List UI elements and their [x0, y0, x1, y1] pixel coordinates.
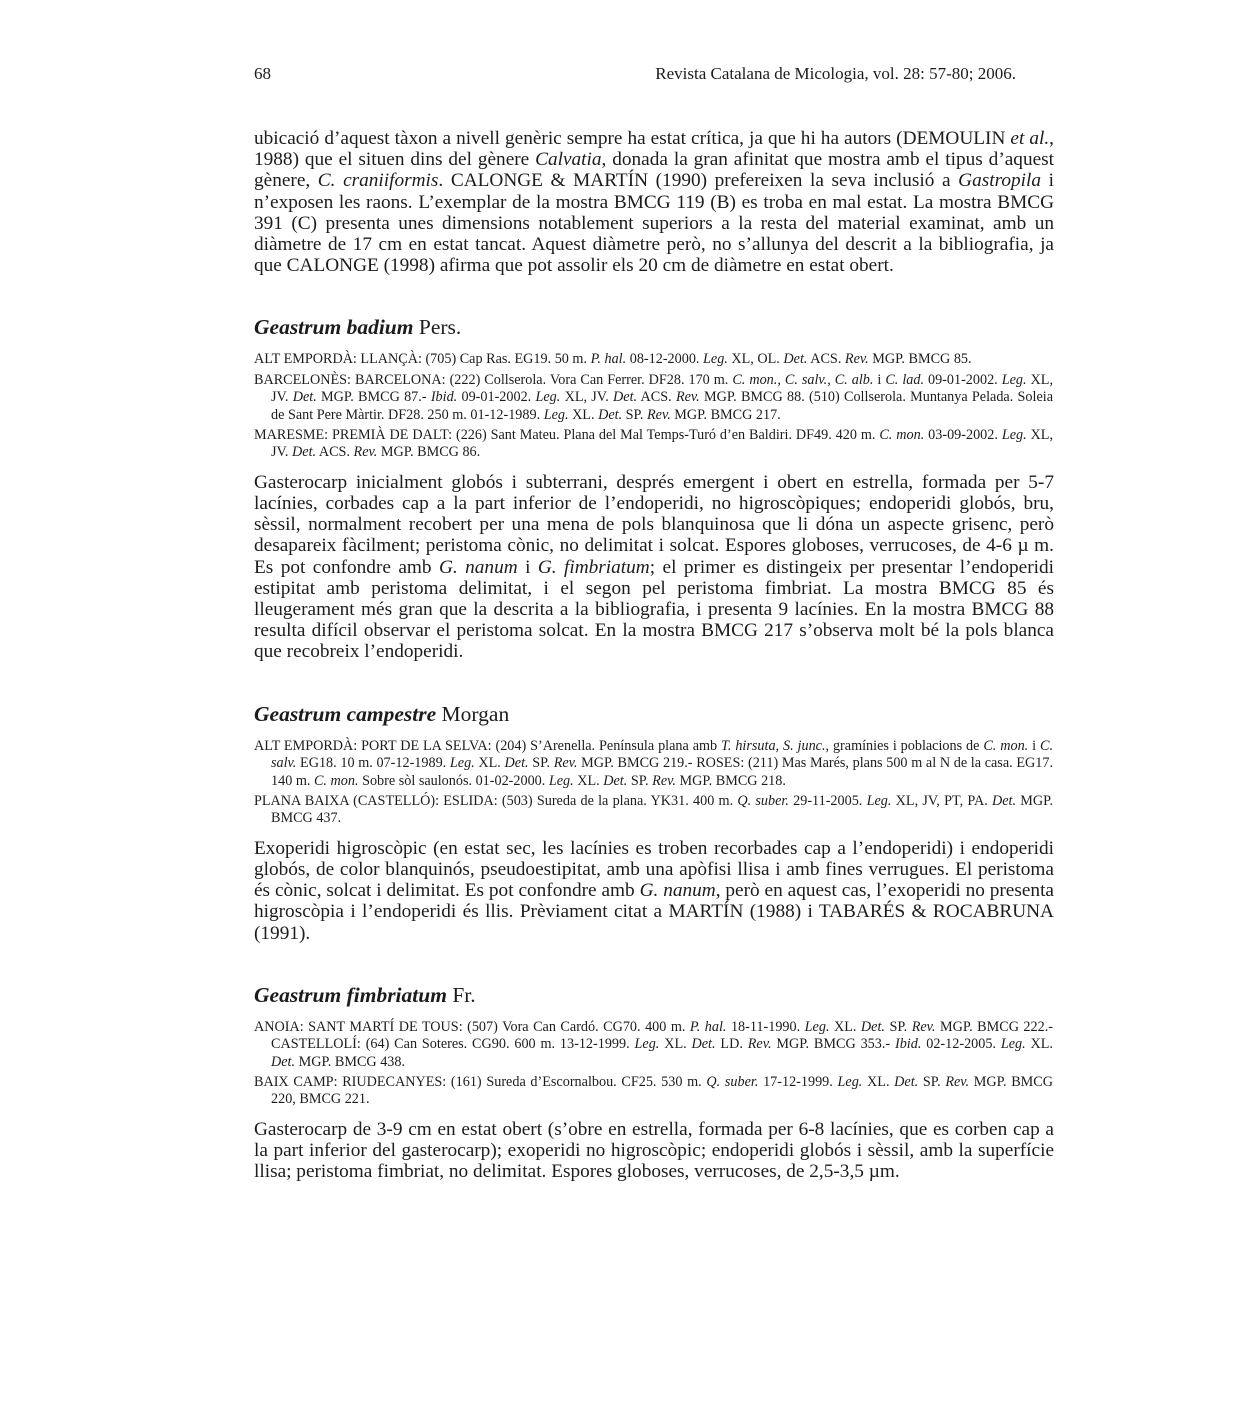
record-entry: ALT EMPORDÀ: LLANÇÀ: (705) Cap Ras. EG19. 50 m. P. hal. 08-12-2000. Leg. XL, OL. Det. ACS. Rev. MGP. BMCG 85.	[254, 351, 972, 368]
page-header	[254, 64, 1016, 86]
text-run-italic: C. craniiformis	[317, 170, 439, 192]
record-entry: BAIX CAMP: RIUDECANYES: (161) Sureda d’Escornalbou. CF25. 530 m. Q. suber. 17-12-1999. Leg. XL. Det. SP. Rev. MGP. BMCG 220, BMCG 221.	[254, 1073, 1053, 1108]
text-run: , donada la gran afinitat que mostra amb el tipus d’aquest gènere,	[254, 149, 1055, 192]
article-body	[254, 128, 1054, 1182]
running-title: Revista Catalana de Micologia, vol. 28: 57-80; 2006.	[655, 64, 1016, 83]
species-name: Geastrum badium	[254, 315, 414, 340]
species-name: Geastrum fimbriatum	[254, 982, 447, 1007]
intro-paragraph	[254, 128, 1054, 276]
record-entry: BARCELONÈS: BARCELONA: (222) Collserola. Vora Can Ferrer. DF28. 170 m. C. mon., C. salv., C. alb. i C. lad. 09-01-2002. Leg. XL, JV. Det. MGP. BMCG 87.- Ibid. 09-01-2002. Leg. XL, JV. Det. ACS. Rev. MGP. BMCG 88. (510) Collserola. Muntanya Pelada. Soleia de Sant Pere Màrtir. DF28. 250 m. 01-12-1989. Leg. XL. Det. SP. Rev. MGP. BMCG 217.	[254, 371, 1053, 423]
description-campestre: Exoperidi higroscòpic (en estat sec, les lacínies es troben recorbades cap a l’endoperidi) i endoperidi globós, de color blanquinós, pseudoestipitat, amb una apòfisi llisa i amb fines verrugues. El peristoma és cònic, solcat i delimitat. Es pot confondre amb G. nanum, però en aquest cas, l’exoperidi no presenta higroscòpia i l’endoperidi és llis. Prèviament citat a MARTÍN (1988) i TABARÉS & ROCABRUNA (1991).	[254, 837, 1054, 944]
species-author: Fr.	[446, 982, 476, 1007]
text-run: i n’exposen les raons. L’exemplar de la mostra BMCG 119 (B) es troba en mal estat. La mostra BMCG 391 (C) presenta unes dimensions notablement superiors a la resta del material examinat, amb un diàmetre de 17 cm en estat tancat. Aquest diàmetre però, no s’allunya del descrit a la bibliografia, ja que CALONGE (1998) afirma que pot assolir els 20 cm de diàmetre en estat obert.	[254, 170, 1054, 277]
species-author: Morgan	[436, 701, 510, 726]
records-campestre	[254, 738, 1054, 828]
records-fimbriatum	[254, 1019, 1054, 1109]
text-run: ubicació d’aquest tàxon a nivell genèric sempre ha estat crítica, ja que hi ha autors (DEMOULIN	[254, 128, 1011, 149]
species-name: Geastrum campestre	[254, 701, 437, 726]
species-heading-badium	[254, 314, 1054, 340]
species-heading-fimbriatum	[254, 982, 1054, 1008]
text-run-italic: Gastropila	[958, 170, 1042, 192]
record-entry: MARESME: PREMIÀ DE DALT: (226) Sant Mateu. Plana del Mal Temps-Turó d’en Baldiri. DF49. 420 m. C. mon. 03-09-2002. Leg. XL, JV. Det. ACS. Rev. MGP. BMCG 86.	[254, 427, 1054, 461]
record-entry: PLANA BAIXA (CASTELLÓ): ESLIDA: (503) Sureda de la plana. YK31. 400 m. Q. suber. 29-11-2005. Leg. XL, JV, PT, PA. Det. MGP. BMCG 437.	[254, 792, 1053, 827]
species-heading-campestre	[254, 701, 1054, 727]
text-run-italic: Calvatia	[535, 149, 602, 171]
description-fimbriatum: Gasterocarp de 3-9 cm en estat obert (s’obre en estrella, formada per 6-8 lacínies, que es corben cap a la part inferior del gasterocarp); exoperidi no higroscòpic; endoperidi globós i sèssil, amb la superfície llisa; peristoma fimbriat, no delimitat. Espores globoses, verrucoses, de 2,5-3,5 µm.	[254, 1118, 1054, 1183]
species-author: Pers.	[413, 315, 462, 340]
description-badium: Gasterocarp inicialment globós i subterrani, després emergent i obert en estrella, formada per 5-7 lacínies, corbades cap a la part inferior de l’endoperidi, no higroscòpiques; endoperidi globós, bru, sèssil, normalment recobert per una mena de pols blanquinosa que li dóna un aspecte grisenc, però desapareix fàcilment; peristoma cònic, no delimitat i solcat. Espores globoses, verrucoses, de 4-6 µ m. Es pot confondre amb G. nanum i G. fimbriatum; el primer es distingeix per presentar l’endoperidi estipitat amb peristoma delimitat, i el segon pel peristoma fimbriat. La mostra BMCG 85 és lleugerament més gran que la descrita a la bibliografia, i presenta 9 lacínies. En la mostra BMCG 88 resulta difícil observar el peristoma solcat. En la mostra BMCG 217 s’observa molt bé la pols blanca que recobreix l’endoperidi.	[254, 471, 1054, 663]
records-badium	[254, 351, 1054, 461]
text-run: . CALONGE & MARTÍN (1990) prefereixen la seva inclusió a	[438, 170, 959, 192]
text-run-italic: et al.	[1010, 128, 1050, 149]
record-entry: ANOIA: SANT MARTÍ DE TOUS: (507) Vora Can Cardó. CG70. 400 m. P. hal. 18-11-1990. Leg. XL. Det. SP. Rev. MGP. BMCG 222.- CASTELLOLÍ: (64) Can Soteres. CG90. 600 m. 13-12-1999. Leg. XL. Det. LD. Rev. MGP. BMCG 353.- Ibid. 02-12-2005. Leg. XL. Det. MGP. BMCG 438.	[254, 1018, 1053, 1070]
text-run: , 1988) que el situen dins del gènere	[254, 128, 1054, 171]
record-entry: ALT EMPORDÀ: PORT DE LA SELVA: (204) S’Arenella. Península plana amb T. hirsuta, S. junc., gramínies i poblacions de C. mon. i C. salv. EG18. 10 m. 07-12-1989. Leg. XL. Det. SP. Rev. MGP. BMCG 219.- ROSES: (211) Mas Marés, plans 500 m al N de la casa. EG17. 140 m. C. mon. Sobre sòl saulonós. 01-02-2000. Leg. XL. Det. SP. Rev. MGP. BMCG 218.	[254, 737, 1053, 789]
page-number: 68	[254, 64, 271, 83]
